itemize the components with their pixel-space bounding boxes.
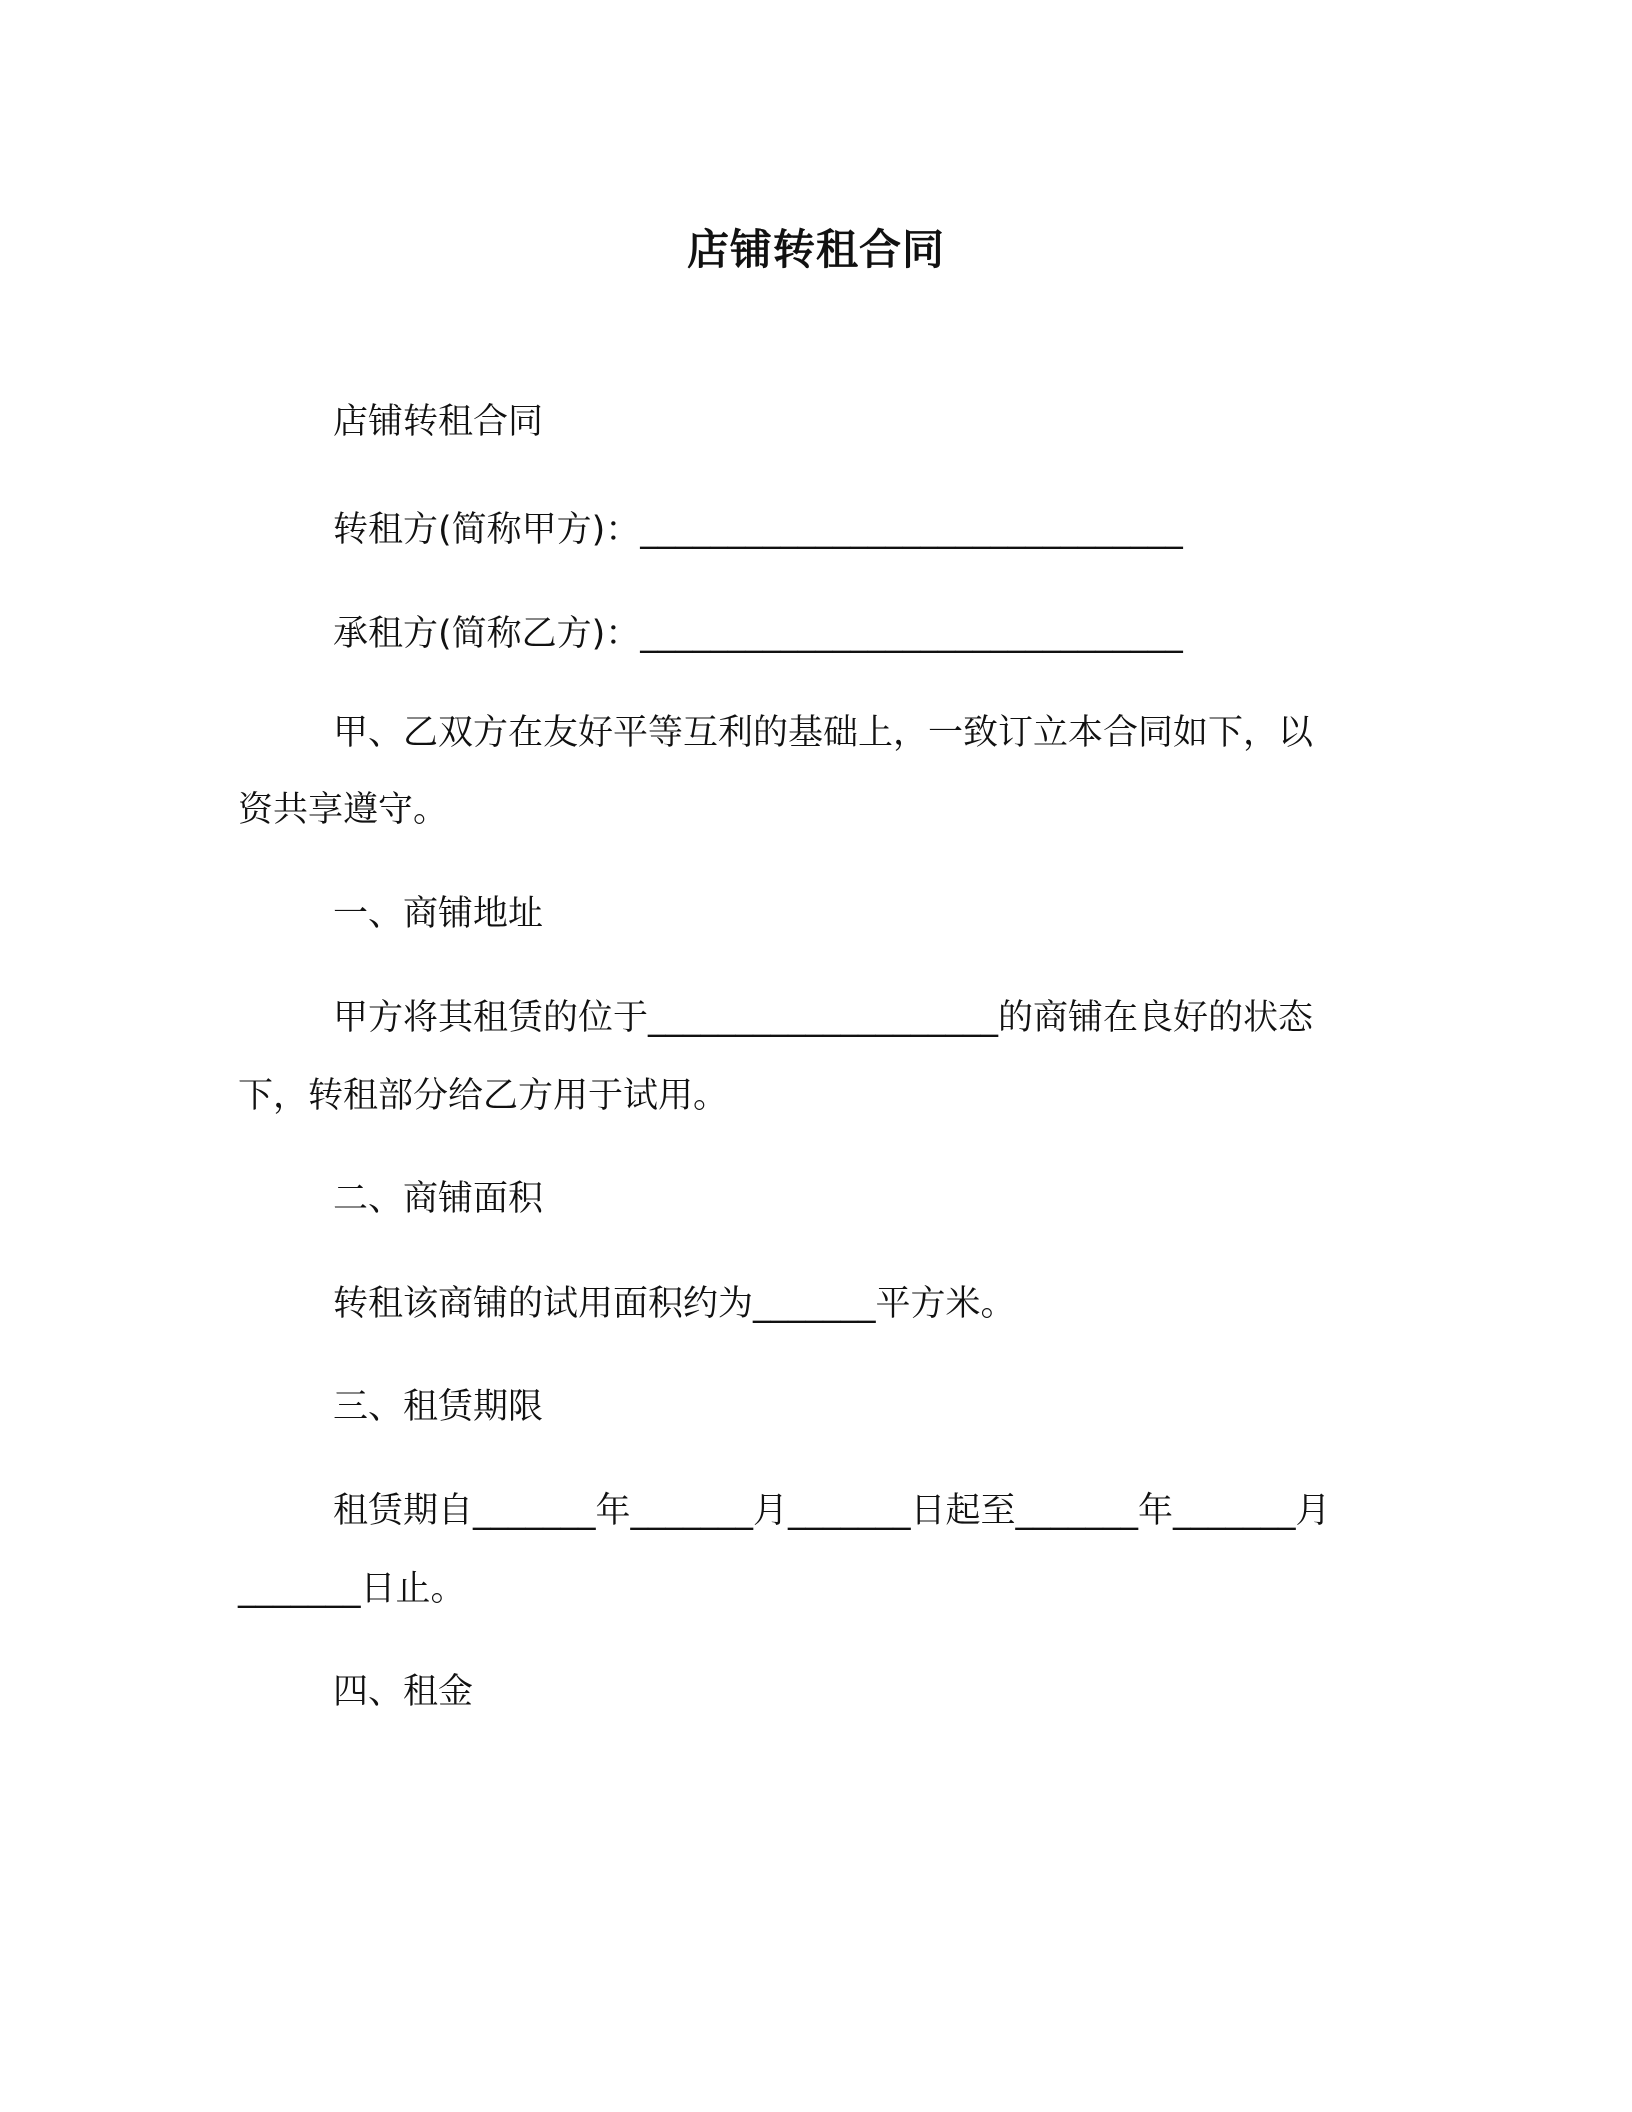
sublessor-line: 转租方(简称甲方)：_______________________________ xyxy=(333,510,1183,550)
section-1-heading: 一、商铺地址 xyxy=(333,894,544,934)
preamble-line-2: 资共享遵守。 xyxy=(238,790,449,830)
section-3-text-line-1: 租赁期自_______年_______月_______日起至_______年_______月 xyxy=(333,1491,1331,1531)
document-title: 店铺转租合同 xyxy=(686,225,945,274)
section-3-heading: 三、租赁期限 xyxy=(333,1387,544,1427)
preamble-line-1: 甲、乙双方在友好平等互利的基础上，一致订立本合同如下，以 xyxy=(333,713,1314,753)
section-2-text: 转租该商铺的试用面积约为_______平方米。 xyxy=(333,1284,1016,1324)
section-2-heading: 二、商铺面积 xyxy=(333,1179,544,1219)
section-4-heading: 四、租金 xyxy=(333,1672,474,1712)
section-1-text-line-1: 甲方将其租赁的位于____________________的商铺在良好的状态 xyxy=(333,998,1314,1038)
subtitle: 店铺转租合同 xyxy=(333,402,544,442)
section-1-text-line-2: 下，转租部分给乙方用于试用。 xyxy=(238,1076,729,1116)
sublessee-line: 承租方(简称乙方)：_______________________________ xyxy=(333,614,1183,654)
section-3-text-line-2: _______日止。 xyxy=(238,1569,466,1609)
